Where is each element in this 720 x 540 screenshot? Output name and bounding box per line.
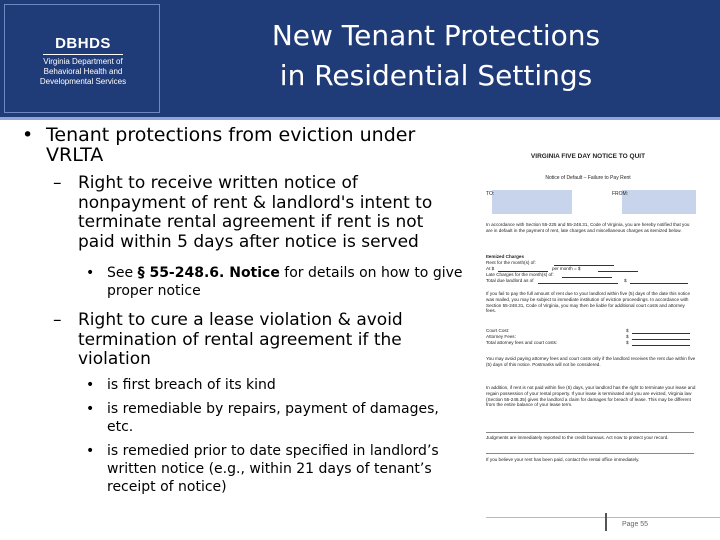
logo-subtitle [5,57,161,87]
total-due-dollar: $ [624,278,627,283]
from-field [622,190,696,214]
title-line-1: New Tenant Protections [271,19,601,52]
notice-para-6: If you believe your rent has been paid, contact the rental office immediately. [486,457,640,462]
logo-sub-line-2: Behavioral Health and [43,67,123,76]
late-label: Late Charges for the month(s) of: [486,272,554,277]
bullet-marker: • [22,124,34,146]
from-label: FROM: [612,191,629,197]
bullet-marker: • [86,443,95,459]
rent-calc-at: At $ [486,266,495,271]
attorney-fees-label: Attorney Fees: [486,334,516,339]
notice-divider-2 [486,453,694,454]
to-label: TO: [486,191,495,197]
dash-marker: – [53,310,62,330]
sub-bullet-text: Right to receive written notice of nonpayment of rent & landlord's intent to terminate rental agreement if rent is not paid within 5 days after notice is served [78,173,433,252]
notice-para-2: If you fail to pay the full amount of rent due to your landlord within five (5) days of the date this notice was mailed, you may be subject to immediate institution of eviction proceedings. In accordance with Section 55-248.31, Code of Virginia, you may then be liable for additional court costs and attorney fees. [486,291,691,314]
sub-sub-bullet-text: is remediable by repairs, payment of damages, etc. [107,401,439,435]
notice-title: VIRGINIA FIVE DAY NOTICE TO QUIT [530,153,646,160]
attorney-fees-dollar: $ [626,334,629,339]
see-prefix: See [107,265,138,281]
total-fees-label: Total attorney fees and court costs: [486,340,558,345]
total-due-label: Total due landlord as of [486,278,534,283]
to-field [492,190,572,214]
bullet-marker: • [86,377,95,393]
title-line-2: in Residential Settings [279,59,593,92]
court-cost-line [632,333,690,334]
page-number: Page 55 [622,521,649,528]
court-cost-dollar: $ [626,328,629,333]
see-suffix: for details on how to give proper notice [107,265,463,299]
sub-bullet-text: Right to cure a lease violation & avoid termination of rental agreement if the violation [78,310,403,369]
logo-sub-line-3: Developmental Services [39,77,127,86]
sub-sub-bullet-text: is first breach of its kind [107,377,276,393]
header-divider [0,117,720,120]
total-due-amount-line [630,283,688,284]
attorney-fees-line [632,339,690,340]
bullet-text: Tenant protections from eviction under VRLTA [46,124,416,166]
court-cost-label: Court Cost: [486,328,510,333]
sub-sub-bullet-text [107,264,486,300]
dbhds-logo [4,4,160,113]
statute-reference: § 55-248.6. Notice [137,265,280,281]
total-due-date-line [538,283,618,284]
logo-underline [43,54,123,55]
sub-sub-bullet-text: is remedied prior to date specified in landlord’s written notice (e.g., within 21 days of tenant’s receipt of notice) [107,443,439,495]
notice-para-5: Judgments are immediately reported to the credit bureaus. Act now to protect your record. [486,435,669,440]
logo-title: DBHDS [55,35,111,52]
notice-divider-1 [486,432,694,433]
notice-para-3: You may avoid paying attorney fees and court costs only if the landlord receives the rent due within five (5) days of this notice. Postmarks will not be considered. [486,356,696,367]
notice-para-1: In accordance with Section 55-225 and 55-248.31, Code of Virginia, you are hereby notified that you are in default in the payment of rent, late charges and miscellaneous charges as itemized below. [486,222,690,233]
dash-marker: – [53,173,62,193]
rent-label: Rent for the month(s) of: [486,260,536,265]
itemized-label: Itemized Charges [486,254,525,259]
slide-header [0,0,720,117]
total-fees-dollar: $ [626,340,629,345]
bullet-marker: • [86,265,95,281]
logo-sub-line-1: Virginia Department of [43,57,123,66]
total-fees-line [632,345,690,346]
rent-calc-per-month: per month = $ [552,266,581,271]
slide-title [236,16,636,96]
footer-tick [605,513,607,531]
notice-para-4: In addition, if rent is not paid within five (5) days, your landlord has the right to terminate your lease and regain possession of your rental property. If your lease is terminated and you are evicted, Virginia law (Section 55-248.35) gives the landlord a claim for damages for breach of lease. This may be different from the entire balance of your lease term. [486,385,696,408]
bullet-marker: • [86,401,95,417]
five-day-notice-image [474,148,702,478]
footer-rule [486,517,720,518]
notice-subtitle: Notice of Default – Failure to Pay Rent [545,175,631,181]
